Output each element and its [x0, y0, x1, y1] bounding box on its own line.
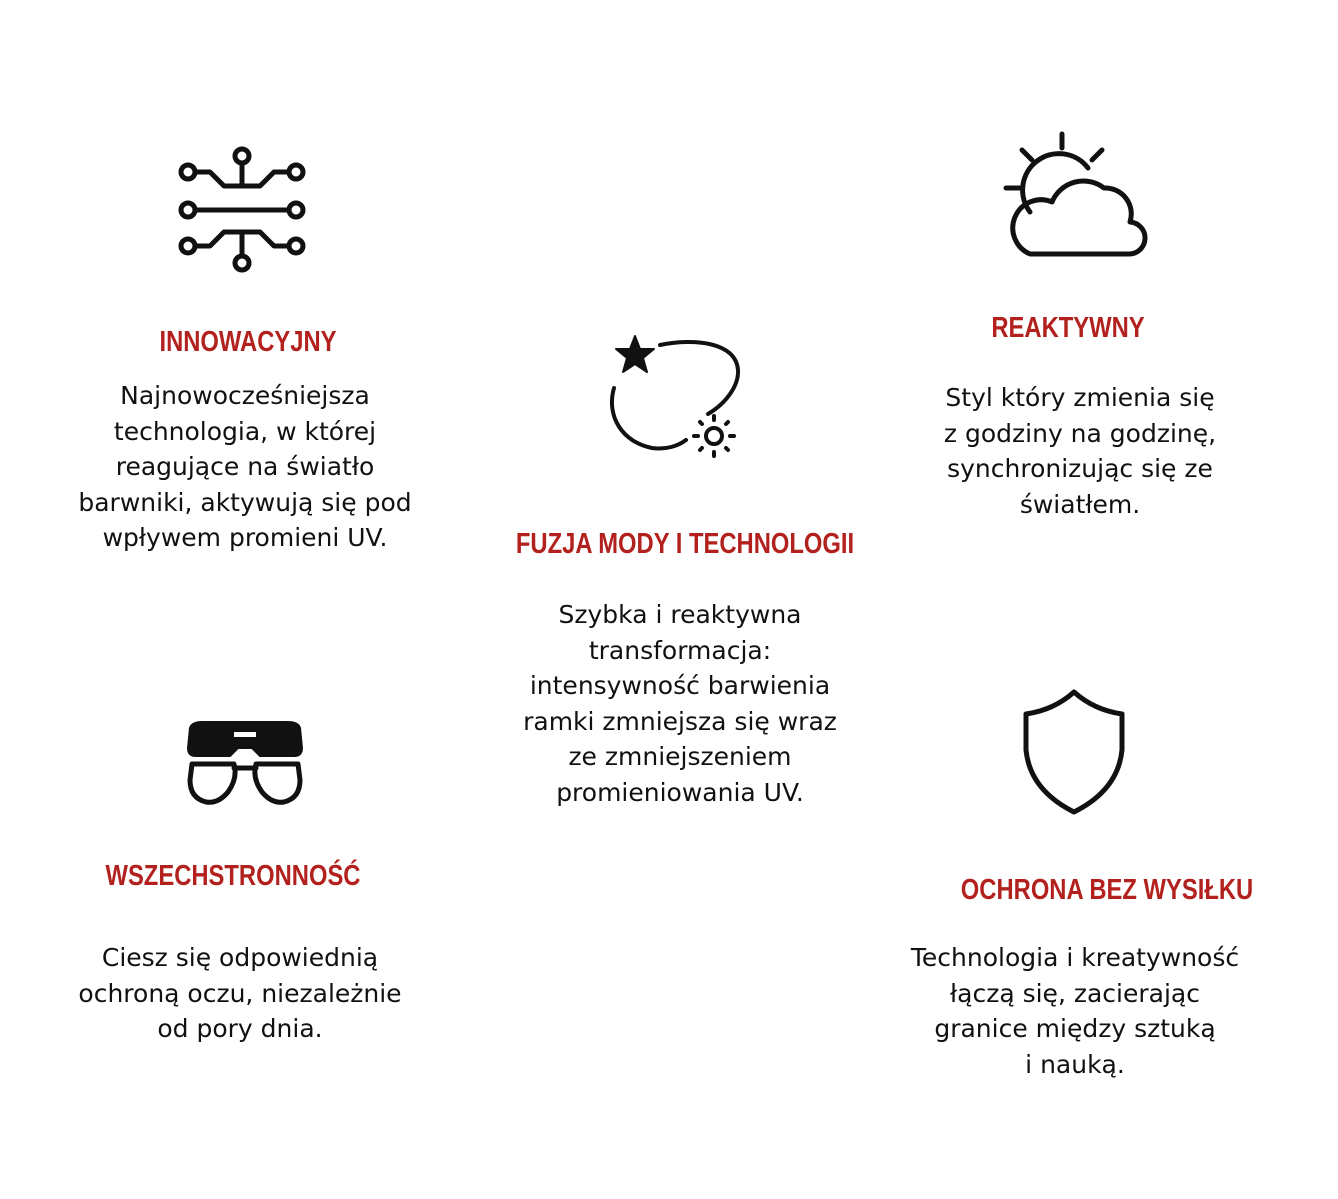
- feature-description: Najnowocześniejsza technologia, w której reagujące na światło barwniki, aktywują się pod wpływem promieni UV.: [78, 381, 412, 552]
- feature-title: WSZECHSTRONNOŚĆ: [105, 860, 361, 892]
- feature-description: Styl który zmienia się z godziny na godzinę, synchronizując się ze światłem.: [943, 383, 1217, 519]
- sun-cloud-icon: [1000, 128, 1150, 262]
- feature-title: FUZJA MODY I TECHNOLOGII: [515, 528, 855, 560]
- circuit-icon: [178, 146, 310, 276]
- feature-title: REAKTYWNY: [991, 312, 1145, 344]
- star-orbit-sun-icon: [604, 332, 748, 462]
- feature-description: Szybka i reaktywna transformacja: intensywność barwienia ramki zmniejsza się wraz ze zmniejszeniem promieniowania UV.: [523, 600, 837, 807]
- sunglasses-icon: [182, 718, 308, 814]
- feature-title: OCHRONA BEZ WYSIŁKU: [960, 874, 1254, 906]
- feature-title: INNOWACYJNY: [159, 326, 337, 358]
- feature-description: Technologia i kreatywność łączą się, zacierając granice między sztuką i nauką.: [910, 943, 1240, 1079]
- shield-icon: [1020, 688, 1128, 816]
- feature-description: Ciesz się odpowiednią ochroną oczu, niezależnie od pory dnia.: [78, 943, 402, 1043]
